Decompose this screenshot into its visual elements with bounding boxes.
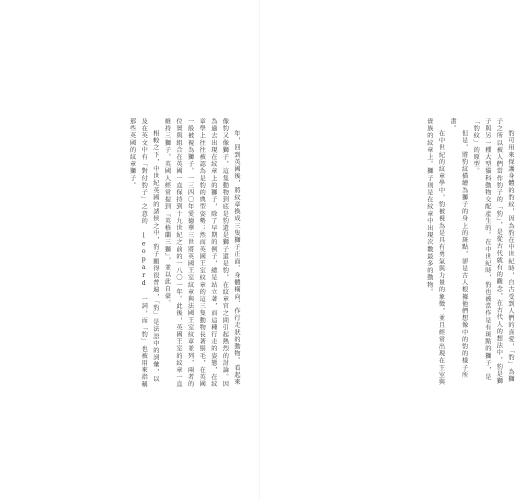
left-page-text	[62, 118, 242, 388]
paragraph: 但是，將豹紋描繪為獅子的身上的斑點，卻是古人根據他們想像中的豹的樣子所畫。	[449, 118, 468, 379]
right-page-text	[290, 118, 516, 388]
paragraph: 在中世紀的紋章學中，豹被視為是具有勇氣與力量的象徵，並且經常出現在王室與貴族的紋章上。獅子則是在紋章中出現次數最多的動物。	[425, 118, 445, 386]
paragraph: 年，回到英國後，將紋章換成三隻獅子正面、身體橫向、作行走狀的動物。看起來像豹又像獅子，這隻動物到底是豹還是獅子還是豹，在紋章官之間引起熱烈的討論。因為過去出現在紋章上的獅子，除了早期的例子，總是站立著，而這種行走的姿態，在紋章學上往往被認為是豹的典型姿勢；然而英國王室紋章的這三隻動物長著鬃毛，在英國一般被視為獅子。一三四〇年愛德華三世將英國王室紋章與法國王室紋章並列，兩者的位置與組合在英國一直保持到十九世紀之前的一八〇一年。此後，英國王室的紋章一直維持三獅子。英國人經常提到『英格蘭三獅』，並以此自豪。	[163, 118, 240, 388]
paragraph: 相較之下，中世紀英國的諸侯之中，豹子顯得很普遍，「豹」是法語中的詞彙，以及在英文中有「對付豹子」之意的 leopard 一詞，而「豹」也被用來指稱那些英國的紋章獅子。	[128, 118, 159, 388]
right-page	[260, 0, 520, 500]
paragraph: 豹可用來保護身體的豹紋，因為豹在中世紀時，自古受到人們的喜愛，「豹」為獅子之所以被人們當作豹子的「豹」，是從古代就有的觀念，在古代人的想法中，豹是獅子與另一種大型貓科動物交配產生的。在中世紀時，豹也被當作是有斑點的獅子，是「豹紋」的原型。	[472, 118, 514, 385]
